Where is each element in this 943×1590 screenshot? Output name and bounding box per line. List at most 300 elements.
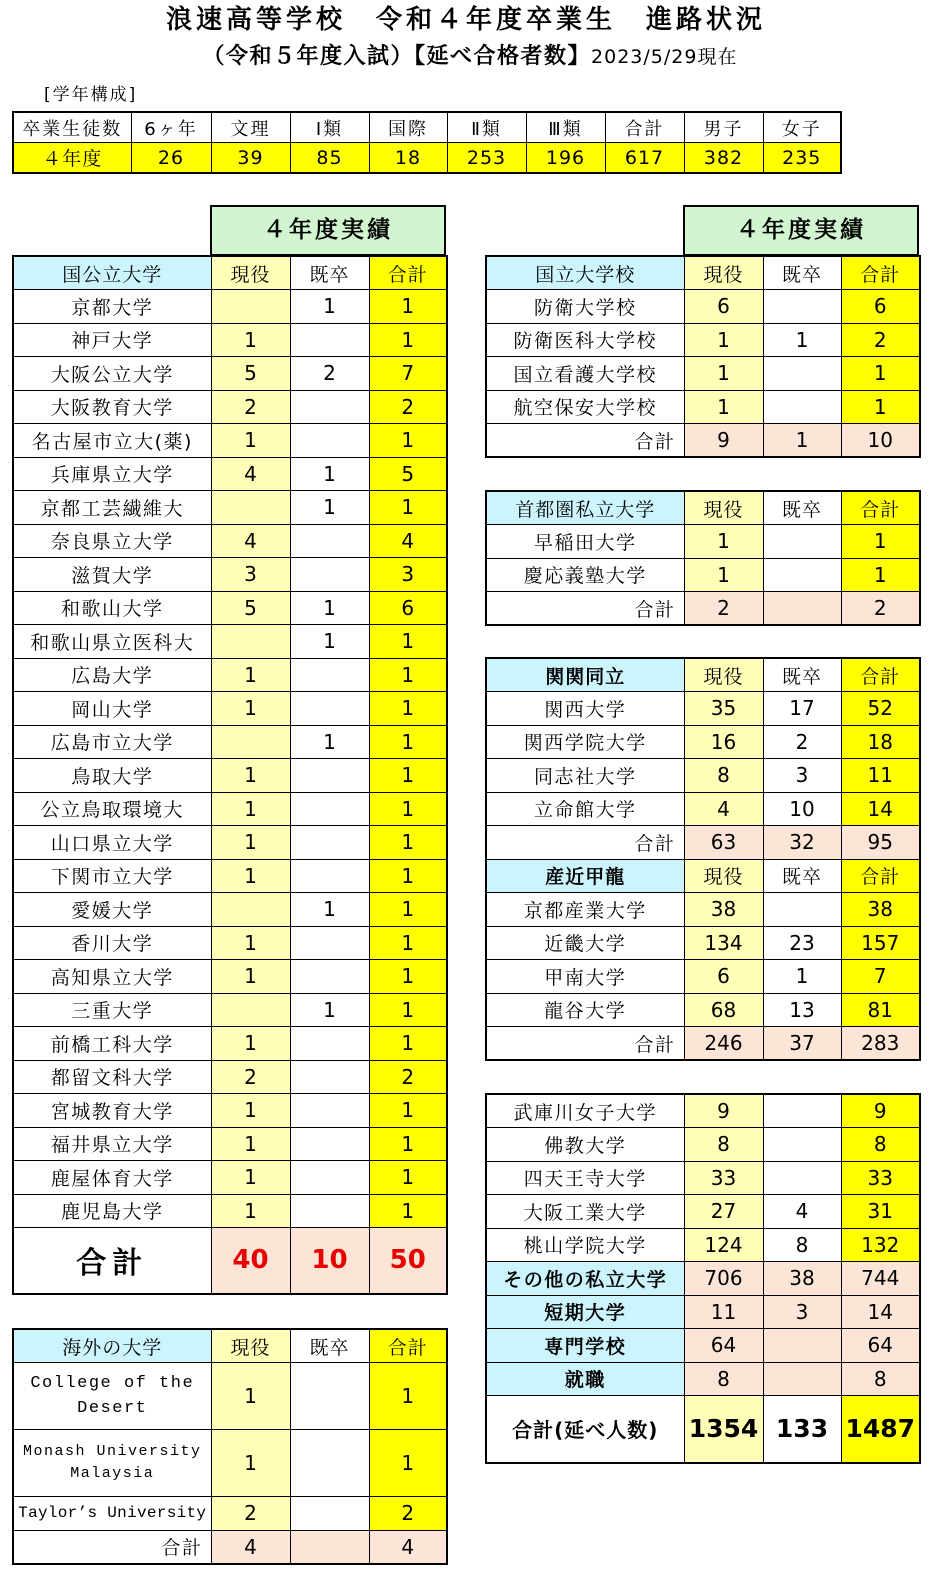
current-count-cell: 1 [211, 792, 290, 826]
current-count-cell [211, 893, 290, 927]
total-count-cell: 2 [369, 390, 447, 424]
graduate-count-cell [290, 524, 369, 558]
graduate-count-cell [290, 1430, 369, 1497]
table-sum [486, 424, 920, 458]
current-count-cell: 6 [684, 290, 763, 324]
table-sum [486, 1027, 920, 1061]
table-header [13, 256, 447, 290]
total-count-cell: 5 [369, 457, 447, 491]
name-cell: 近畿大学 [486, 926, 684, 960]
table-sum [486, 592, 920, 626]
current-count-cell: 1 [211, 1027, 290, 1061]
graduate-count-cell [763, 893, 841, 927]
name-cell: 三重大学 [13, 993, 211, 1027]
current-count-cell: 8 [684, 1128, 763, 1162]
graduate-count-cell: 3 [763, 1295, 841, 1329]
university-row [13, 792, 447, 826]
grade-header-cell: Ⅲ類 [526, 112, 605, 143]
sum-total-cell: 2 [841, 592, 920, 626]
graduate-count-cell: 3 [763, 759, 841, 793]
current-count-cell: 1 [211, 1161, 290, 1195]
current-count-cell: 1 [684, 558, 763, 592]
sum-graduate-cell: 1 [763, 424, 841, 458]
other-destinations-table [485, 1093, 921, 1464]
sum-graduate-cell: 10 [290, 1228, 369, 1294]
university-row [13, 323, 447, 357]
university-row [13, 1027, 447, 1061]
total-count-cell: 1 [369, 725, 447, 759]
total-count-cell: 2 [841, 323, 920, 357]
current-count-cell: 33 [684, 1161, 763, 1195]
university-row [13, 1161, 447, 1195]
total-count-cell: 14 [841, 1295, 920, 1329]
sum-current-cell: 4 [211, 1530, 290, 1564]
grand-total-total-cell: 1487 [841, 1396, 920, 1463]
graduate-count-cell [290, 926, 369, 960]
total-count-cell: 1 [369, 993, 447, 1027]
university-row [486, 1228, 920, 1262]
graduate-count-cell [290, 390, 369, 424]
university-row [13, 1060, 447, 1094]
results-header-left: ４年度実績 [210, 205, 446, 256]
graduate-count-cell [763, 1128, 841, 1162]
university-row [13, 993, 447, 1027]
sum-row [486, 592, 920, 626]
name-cell: 都留文科大学 [13, 1060, 211, 1094]
category-body [486, 1262, 920, 1396]
page-title: 浪速高等学校 令和４年度卒業生 進路状況 [165, 5, 766, 35]
university-row [486, 993, 920, 1027]
university-row [13, 725, 447, 759]
name-cell: 龍谷大学 [486, 993, 684, 1027]
university-row [13, 658, 447, 692]
category-row [486, 1262, 920, 1296]
total-count-cell: 2 [369, 1060, 447, 1094]
total-count-cell: 33 [841, 1161, 920, 1195]
total-count-cell: 1 [369, 1161, 447, 1195]
graduate-count-cell: 1 [763, 960, 841, 994]
university-row [13, 1430, 447, 1497]
category-row [486, 1295, 920, 1329]
sum-graduate-cell: 32 [763, 826, 841, 860]
sum-graduate-cell: 37 [763, 1027, 841, 1061]
name-cell: 福井県立大学 [13, 1127, 211, 1161]
header-row [486, 491, 920, 525]
total-count-cell: 81 [841, 993, 920, 1027]
current-count-cell: 1 [211, 926, 290, 960]
total-count-cell: 18 [841, 725, 920, 759]
graduate-column-header: 既卒 [763, 859, 841, 893]
current-column-header: 現役 [684, 859, 763, 893]
grade-value-cell: 18 [369, 143, 447, 174]
total-count-cell: 52 [841, 692, 920, 726]
current-count-cell: 1 [211, 424, 290, 458]
graduate-count-cell [290, 692, 369, 726]
subtitle-date: 2023/5/29現在 [591, 46, 738, 68]
current-count-cell: 1 [211, 826, 290, 860]
graduate-count-cell [290, 1027, 369, 1061]
total-column-header: 合計 [841, 859, 920, 893]
total-count-cell: 1 [841, 390, 920, 424]
grade-values-row [13, 143, 841, 174]
current-count-cell: 4 [211, 457, 290, 491]
graduate-count-cell: 4 [763, 1195, 841, 1229]
sum-current-cell: 2 [684, 592, 763, 626]
sum-row [13, 1228, 447, 1294]
sum-label: 合計 [486, 592, 684, 626]
total-count-cell: 1 [369, 1430, 447, 1497]
current-count-cell: 8 [684, 1362, 763, 1396]
graduate-count-cell [763, 357, 841, 391]
total-count-cell: 1 [841, 357, 920, 391]
university-row [486, 759, 920, 793]
total-count-cell: 1 [369, 792, 447, 826]
page-subtitle [0, 42, 940, 73]
current-count-cell [211, 993, 290, 1027]
university-row [486, 692, 920, 726]
table-body [486, 692, 920, 826]
graduate-count-cell: 8 [763, 1228, 841, 1262]
current-column-header: 現役 [211, 1329, 290, 1363]
current-count-cell: 35 [684, 692, 763, 726]
name-cell: 関西学院大学 [486, 725, 684, 759]
grand-total-label: 合計(延べ人数) [486, 1396, 684, 1463]
sum-graduate-cell [763, 592, 841, 626]
name-cell: 和歌山大学 [13, 591, 211, 625]
name-cell: 奈良県立大学 [13, 524, 211, 558]
current-count-cell: 1 [211, 323, 290, 357]
university-row [486, 323, 920, 357]
university-row [13, 1094, 447, 1128]
name-cell: Monash University Malaysia [13, 1430, 211, 1497]
name-cell: 武庫川女子大学 [486, 1094, 684, 1128]
current-count-cell: 134 [684, 926, 763, 960]
category-title: 国公立大学 [13, 256, 211, 290]
graduate-count-cell [290, 1161, 369, 1195]
grand-total-body [486, 1396, 920, 1463]
graduate-count-cell: 10 [763, 792, 841, 826]
category-row [486, 1362, 920, 1396]
grade-value-cell: 382 [684, 143, 763, 174]
header-row [13, 1329, 447, 1363]
university-row [486, 1195, 920, 1229]
grade-header-cell: 男子 [684, 112, 763, 143]
total-count-cell: 1 [369, 826, 447, 860]
university-row [486, 390, 920, 424]
total-count-cell: 1 [841, 525, 920, 559]
sum-total-cell: 4 [369, 1530, 447, 1564]
sum-current-cell: 246 [684, 1027, 763, 1061]
name-cell: 山口県立大学 [13, 826, 211, 860]
sum-current-cell: 40 [211, 1228, 290, 1294]
graduate-count-cell: 1 [290, 457, 369, 491]
grade-value-cell: 196 [526, 143, 605, 174]
table-header [486, 658, 920, 692]
university-row [13, 859, 447, 893]
university-row [13, 1127, 447, 1161]
total-count-cell: 6 [369, 591, 447, 625]
grand-total-row [486, 1396, 920, 1463]
table-body [486, 525, 920, 592]
graduate-count-cell [290, 759, 369, 793]
current-count-cell: 8 [684, 759, 763, 793]
university-row [13, 424, 447, 458]
university-row [486, 1128, 920, 1162]
university-row [13, 290, 447, 324]
name-cell: 大阪公立大学 [13, 357, 211, 391]
grade-composition-table [12, 111, 842, 174]
current-column-header: 現役 [684, 491, 763, 525]
national-academies-table [485, 255, 921, 458]
university-row [13, 759, 447, 793]
graduate-count-cell [763, 1329, 841, 1363]
grade-header-cell: 卒業生徒数 [13, 112, 131, 143]
name-cell: 名古屋市立大(薬) [13, 424, 211, 458]
current-count-cell [211, 290, 290, 324]
graduate-count-cell: 1 [763, 323, 841, 357]
total-count-cell: 1 [369, 1127, 447, 1161]
total-column-header: 合計 [841, 658, 920, 692]
total-column-header: 合計 [841, 491, 920, 525]
total-count-cell: 38 [841, 893, 920, 927]
results-header-right: ４年度実績 [683, 205, 919, 256]
current-count-cell [211, 725, 290, 759]
university-row [486, 525, 920, 559]
total-count-cell: 1 [369, 1094, 447, 1128]
university-row [13, 591, 447, 625]
total-count-cell: 1 [369, 491, 447, 525]
grade-value-cell: 235 [763, 143, 841, 174]
total-count-cell: 1 [369, 1194, 447, 1228]
graduate-count-cell [290, 1194, 369, 1228]
current-count-cell: 16 [684, 725, 763, 759]
current-count-cell: 1 [211, 859, 290, 893]
graduate-count-cell [763, 558, 841, 592]
current-count-cell: 5 [211, 357, 290, 391]
name-cell: 京都大学 [13, 290, 211, 324]
name-cell: 防衛医科大学校 [486, 323, 684, 357]
grand-total-graduate-cell: 133 [763, 1396, 841, 1463]
name-cell: 鹿児島大学 [13, 1194, 211, 1228]
current-column-header: 現役 [211, 256, 290, 290]
graduate-count-cell: 1 [290, 893, 369, 927]
name-cell: 宮城教育大学 [13, 1094, 211, 1128]
header-row [486, 256, 920, 290]
name-cell: 神戸大学 [13, 323, 211, 357]
university-row [486, 725, 920, 759]
current-count-cell: 4 [211, 524, 290, 558]
current-column-header: 現役 [684, 658, 763, 692]
total-count-cell: 4 [369, 524, 447, 558]
grade-value-cell: ４年度 [13, 143, 131, 174]
name-cell: 滋賀大学 [13, 558, 211, 592]
university-row [13, 893, 447, 927]
total-count-cell: 1 [369, 859, 447, 893]
grade-value-cell: 617 [605, 143, 684, 174]
table-header [486, 256, 920, 290]
total-count-cell: 1 [369, 759, 447, 793]
table-header [486, 491, 920, 525]
name-cell: 就職 [486, 1362, 684, 1396]
name-cell: 慶応義塾大学 [486, 558, 684, 592]
university-row [486, 290, 920, 324]
name-cell: 甲南大学 [486, 960, 684, 994]
current-count-cell: 9 [684, 1094, 763, 1128]
name-cell: 関西大学 [486, 692, 684, 726]
current-count-cell: 11 [684, 1295, 763, 1329]
name-cell: College of the Desert [13, 1363, 211, 1430]
graduate-count-cell [290, 424, 369, 458]
category-title: 産近甲龍 [486, 859, 684, 893]
sum-row [486, 826, 920, 860]
graduate-count-cell [763, 1362, 841, 1396]
grade-header-cell: Ⅰ類 [290, 112, 369, 143]
university-row [13, 926, 447, 960]
sum-total-cell: 283 [841, 1027, 920, 1061]
category-row [486, 1329, 920, 1363]
total-count-cell: 1 [369, 290, 447, 324]
name-cell: 京都産業大学 [486, 893, 684, 927]
name-cell: 鳥取大学 [13, 759, 211, 793]
sum-graduate-cell [290, 1530, 369, 1564]
name-cell: その他の私立大学 [486, 1262, 684, 1296]
subtitle-main: （令和５年度入試）【延べ合格者数】 [202, 44, 592, 69]
university-row [486, 1161, 920, 1195]
name-cell: 同志社大学 [486, 759, 684, 793]
university-row [13, 692, 447, 726]
name-cell: 広島大学 [13, 658, 211, 692]
university-row [486, 960, 920, 994]
grade-header-cell: 国際 [369, 112, 447, 143]
sum-label: 合計 [486, 826, 684, 860]
total-column-header: 合計 [369, 256, 447, 290]
current-count-cell: 1 [211, 1094, 290, 1128]
graduate-count-cell [290, 1363, 369, 1430]
graduate-count-cell [290, 658, 369, 692]
graduate-count-cell [290, 1127, 369, 1161]
university-row [13, 1497, 447, 1531]
table-body [486, 893, 920, 1027]
sum-label: 合計 [13, 1530, 211, 1564]
graduate-count-cell [290, 792, 369, 826]
name-cell: 和歌山県立医科大 [13, 625, 211, 659]
total-count-cell: 1 [369, 893, 447, 927]
graduate-count-cell: 1 [290, 725, 369, 759]
graduate-count-cell: 17 [763, 692, 841, 726]
current-count-cell: 1 [684, 323, 763, 357]
table-body [13, 290, 447, 1228]
graduate-count-cell: 2 [290, 357, 369, 391]
sum-row [486, 424, 920, 458]
university-row [13, 1363, 447, 1430]
sum-label: 合計 [486, 1027, 684, 1061]
total-count-cell: 157 [841, 926, 920, 960]
national-public-table [12, 255, 448, 1295]
current-count-cell: 3 [211, 558, 290, 592]
header-row [13, 256, 447, 290]
table-body [486, 290, 920, 424]
name-cell: 公立鳥取環境大 [13, 792, 211, 826]
current-count-cell: 1 [211, 1430, 290, 1497]
graduate-count-cell: 23 [763, 926, 841, 960]
name-cell: 前橋工科大学 [13, 1027, 211, 1061]
name-cell: 京都工芸繊維大 [13, 491, 211, 525]
graduate-count-cell: 1 [290, 993, 369, 1027]
name-cell: 航空保安大学校 [486, 390, 684, 424]
total-count-cell: 6 [841, 290, 920, 324]
graduate-column-header: 既卒 [763, 491, 841, 525]
graduate-count-cell [290, 859, 369, 893]
university-row [13, 826, 447, 860]
current-count-cell: 6 [684, 960, 763, 994]
total-count-cell: 2 [369, 1497, 447, 1531]
total-count-cell: 1 [369, 323, 447, 357]
graduate-count-cell [290, 323, 369, 357]
university-row [486, 558, 920, 592]
overseas-table [12, 1328, 448, 1565]
total-count-cell: 1 [369, 960, 447, 994]
grade-value-cell: 39 [211, 143, 290, 174]
metro-private-table [485, 490, 921, 626]
name-cell: 大阪工業大学 [486, 1195, 684, 1229]
university-row [486, 792, 920, 826]
graduate-count-cell: 1 [290, 290, 369, 324]
graduate-count-cell [290, 1094, 369, 1128]
total-count-cell: 7 [369, 357, 447, 391]
total-count-cell: 14 [841, 792, 920, 826]
graduate-column-header: 既卒 [763, 658, 841, 692]
current-count-cell: 706 [684, 1262, 763, 1296]
university-row [13, 1194, 447, 1228]
name-cell: 香川大学 [13, 926, 211, 960]
total-count-cell: 132 [841, 1228, 920, 1262]
current-count-cell: 1 [211, 658, 290, 692]
graduate-count-cell: 1 [290, 625, 369, 659]
current-count-cell: 1 [211, 960, 290, 994]
graduate-column-header: 既卒 [290, 1329, 369, 1363]
name-cell: 四天王寺大学 [486, 1161, 684, 1195]
current-count-cell: 1 [211, 759, 290, 793]
university-row [486, 893, 920, 927]
graduate-count-cell [290, 960, 369, 994]
university-row [13, 357, 447, 391]
university-row [13, 625, 447, 659]
grade-header-cell: Ⅱ類 [447, 112, 526, 143]
graduate-count-cell [290, 558, 369, 592]
category-title: 海外の大学 [13, 1329, 211, 1363]
university-row [13, 558, 447, 592]
current-count-cell [211, 491, 290, 525]
university-row [13, 457, 447, 491]
sum-row [486, 1027, 920, 1061]
university-row [486, 926, 920, 960]
sum-total-cell: 50 [369, 1228, 447, 1294]
grade-header-cell: 6ヶ年 [131, 112, 211, 143]
university-row [486, 1094, 920, 1128]
header-row [486, 859, 920, 893]
total-count-cell: 1 [369, 658, 447, 692]
total-count-cell: 31 [841, 1195, 920, 1229]
total-count-cell: 64 [841, 1329, 920, 1363]
sum-current-cell: 63 [684, 826, 763, 860]
university-row [13, 960, 447, 994]
name-cell: 大阪教育大学 [13, 390, 211, 424]
table-header [13, 1329, 447, 1363]
current-count-cell: 1 [684, 357, 763, 391]
graduate-count-cell: 13 [763, 993, 841, 1027]
sum-label: 合計 [13, 1228, 211, 1294]
current-count-cell: 1 [211, 692, 290, 726]
